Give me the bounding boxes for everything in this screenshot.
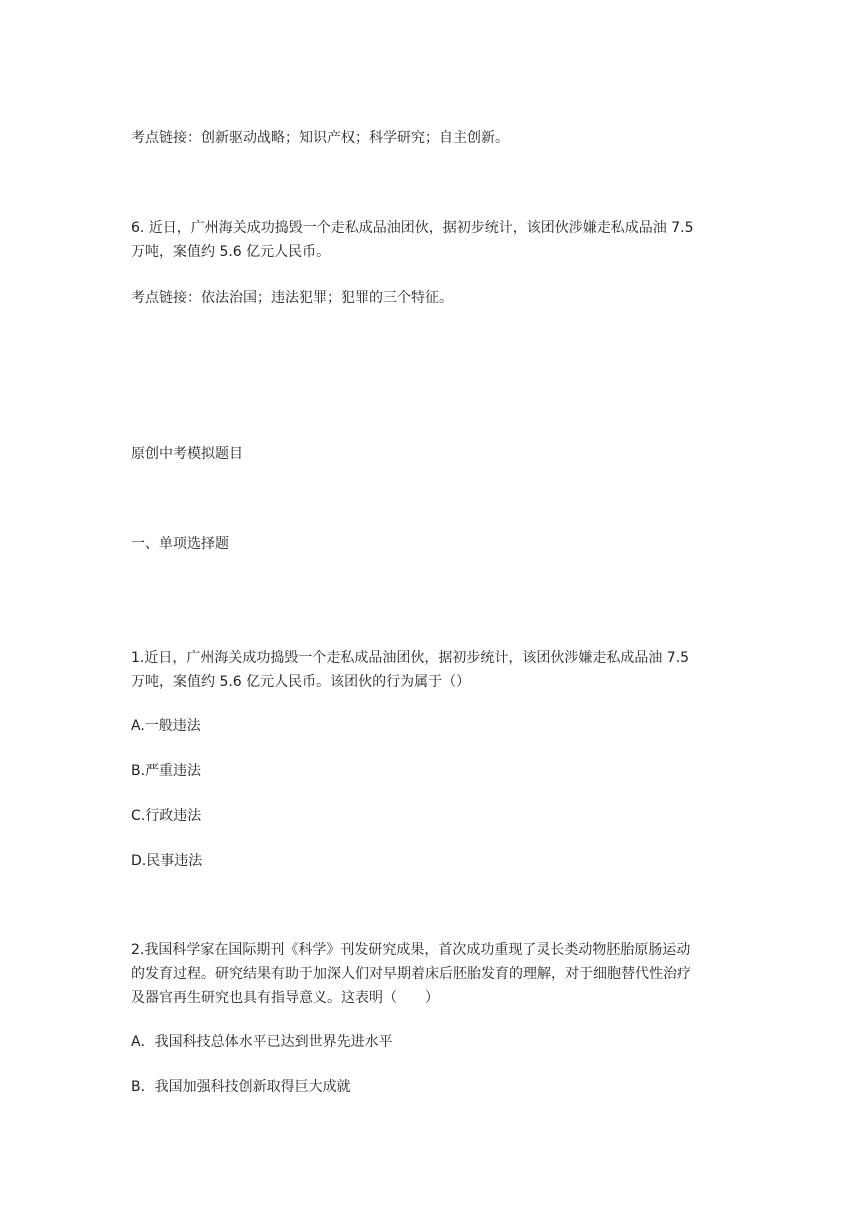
question2-line3: 及器官再生研究也具有指导意义。这表明（ ） <box>131 990 439 1006</box>
question2-option-b: B．我国加强科技创新取得巨大成就 <box>131 1079 351 1095</box>
question1-line1: 1.近日，广州海关成功捣毁一个走私成品油团伙，据初步统计，该团伙涉嫌走私成品油 7.5 <box>131 650 690 666</box>
question1-option-d: D.民事违法 <box>131 853 203 869</box>
question1-option-c: C.行政违法 <box>131 808 202 824</box>
question2-line2: 的发育过程。研究结果有助于加深人们对早期着床后胚胎发育的理解，对于细胞替代性治疗 <box>131 966 691 982</box>
key-points-previous: 考点链接：创新驱动战略；知识产权；科学研究；自主创新。 <box>131 130 509 146</box>
item6-line2: 万吨，案值约 5.6 亿元人民币。 <box>131 244 331 260</box>
item6-line1: 6. 近日，广州海关成功捣毁一个走私成品油团伙，据初步统计，该团伙涉嫌走私成品油 7.5 <box>131 220 694 236</box>
question1-option-b: B.严重违法 <box>131 763 202 779</box>
section-subtitle: 一、单项选择题 <box>131 536 229 552</box>
item6-key-points: 考点链接：依法治国；违法犯罪；犯罪的三个特征。 <box>131 290 453 306</box>
question1-option-a: A.一般违法 <box>131 718 201 734</box>
question2-option-a: A．我国科技总体水平已达到世界先进水平 <box>131 1034 393 1050</box>
question1-line2: 万吨，案值约 5.6 亿元人民币。该团伙的行为属于（） <box>131 674 471 690</box>
question2-line1: 2.我国科学家在国际期刊《科学》刊发研究成果，首次成功重现了灵长类动物胚胎原肠运动 <box>131 942 691 958</box>
section-title: 原创中考模拟题目 <box>131 446 243 462</box>
